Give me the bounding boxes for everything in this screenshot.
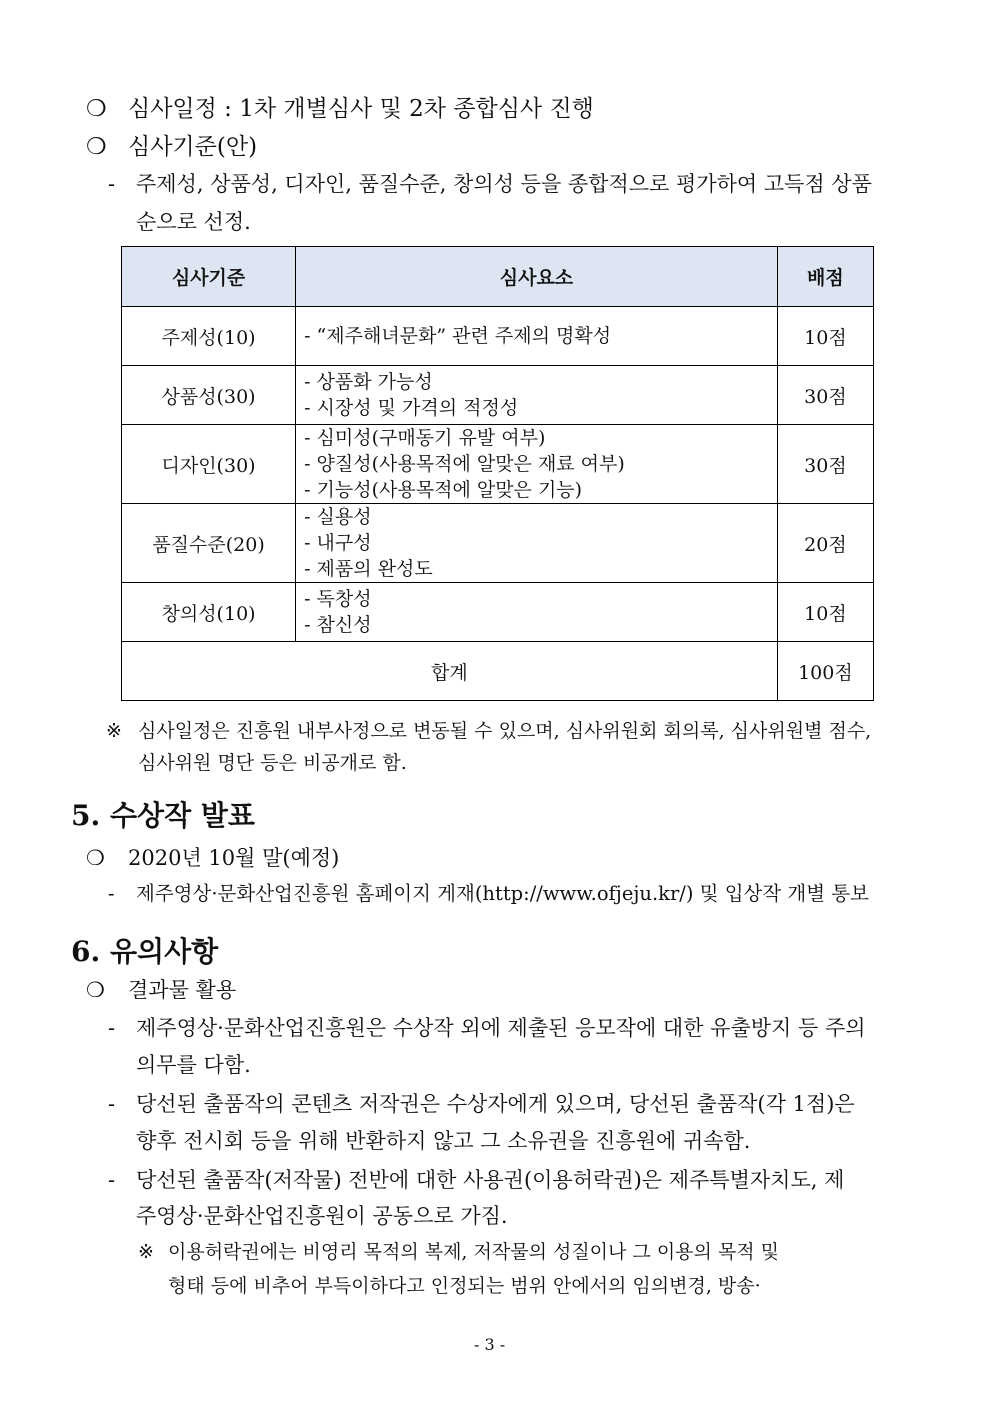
dash-bullet: - — [108, 172, 116, 196]
row-element: - 참신성 — [304, 614, 372, 636]
section5-title: 5. 수상작 발표 — [71, 799, 255, 832]
criteria-desc-2: 순으로 선정. — [136, 210, 251, 234]
section5-date: 2020년 10월 말(예정) — [128, 846, 340, 870]
header-score: 배점 — [777, 247, 873, 307]
table-row — [122, 583, 874, 642]
row-element: - 상품화 가능성 — [304, 371, 433, 393]
row-element: - 기능성(사용목적에 알맞은 기능) — [304, 479, 583, 501]
table-header-row — [122, 247, 874, 307]
review-note-1: 심사일정은 진흥원 내부사정으로 변동될 수 있으며, 심사위원회 회의록, 심사위원별 점수, — [138, 720, 872, 742]
section6-item2-a: 당선된 출품작의 콘텐츠 저작권은 수상자에게 있으며, 당선된 출품작(각 1점)은 — [136, 1092, 855, 1116]
row-element: - 시장성 및 가격의 적정성 — [304, 397, 519, 419]
row-element: - 실용성 — [304, 506, 372, 528]
table-row — [122, 307, 874, 366]
reference-mark-icon: ※ — [138, 1241, 154, 1263]
section6-item3-a: 당선된 출품작(저작물) 전반에 대한 사용권(이용허락권)은 제주특별자치도, 제 — [136, 1168, 845, 1192]
section6-note-b: 형태 등에 비추어 부득이하다고 인정되는 범위 안에서의 임의변경, 방송· — [168, 1275, 761, 1297]
circle-bullet-icon: ❍ — [86, 978, 105, 1002]
section5-detail-line — [108, 878, 869, 906]
header-elements: 심사요소 — [296, 247, 778, 307]
row-elements — [296, 307, 778, 366]
page-number: - 3 - — [474, 1335, 506, 1354]
review-note-2: 심사위원 명단 등은 비공개로 함. — [138, 752, 407, 774]
section5-date-line — [86, 842, 339, 872]
row-element: - 양질성(사용목적에 알맞은 재료 여부) — [304, 453, 625, 475]
row-score: 20점 — [777, 504, 873, 583]
table-row — [122, 366, 874, 425]
row-element: - 심미성(구매동기 유발 여부) — [304, 427, 546, 449]
dash-bullet: - — [108, 1016, 116, 1040]
total-label: 합계 — [122, 642, 778, 701]
circle-bullet-icon: ❍ — [86, 846, 105, 870]
section6-item1-a: 제주영상·문화산업진흥원은 수상작 외에 제출된 응모작에 대한 유출방지 등 주의 — [136, 1016, 866, 1040]
review-note-line — [106, 716, 871, 743]
row-elements — [296, 366, 778, 425]
row-criterion: 창의성(10) — [122, 583, 296, 642]
section6-note-line — [138, 1237, 779, 1264]
row-elements — [296, 583, 778, 642]
header-criterion: 심사기준 — [122, 247, 296, 307]
section6-item2-line — [108, 1088, 855, 1118]
row-score: 30점 — [777, 425, 873, 504]
row-score: 10점 — [777, 307, 873, 366]
table-row — [122, 504, 874, 583]
row-score: 30점 — [777, 366, 873, 425]
row-criterion: 품질수준(20) — [122, 504, 296, 583]
row-element: - 제품의 완성도 — [304, 558, 433, 580]
section6-sub: 결과물 활용 — [128, 978, 237, 1002]
total-score: 100점 — [777, 642, 873, 701]
row-element: - “제주해녀문화” 관련 주제의 명확성 — [304, 325, 612, 347]
criteria-desc-line — [108, 168, 872, 198]
criteria-heading-line — [86, 128, 257, 161]
section6-item3-b: 주영상·문화산업진흥원이 공동으로 가짐. — [136, 1204, 508, 1228]
section6-item1-b: 의무를 다함. — [136, 1053, 251, 1077]
schedule-text: 심사일정 : 1차 개별심사 및 2차 종합심사 진행 — [128, 96, 594, 122]
row-element: - 독창성 — [304, 588, 372, 610]
section6-item3-line — [108, 1164, 844, 1194]
dash-bullet: - — [108, 1168, 116, 1192]
table-total-row — [122, 642, 874, 701]
section6-sub-line — [86, 974, 236, 1004]
circle-bullet-icon: ❍ — [86, 96, 107, 122]
table-row — [122, 425, 874, 504]
row-elements — [296, 425, 778, 504]
reference-mark-icon: ※ — [106, 720, 122, 742]
section6-note-a: 이용허락권에는 비영리 목적의 복제, 저작물의 성질이나 그 이용의 목적 및 — [168, 1241, 780, 1263]
schedule-line — [86, 90, 594, 123]
criteria-table — [121, 246, 874, 701]
section6-title: 6. 유의사항 — [71, 935, 219, 968]
section5-detail: 제주영상·문화산업진흥원 홈페이지 게재(http://www.ofjeju.kr/) 및 입상작 개별 통보 — [136, 882, 869, 905]
circle-bullet-icon: ❍ — [86, 134, 107, 160]
row-elements — [296, 504, 778, 583]
section6-item2-b: 향후 전시회 등을 위해 반환하지 않고 그 소유권을 진흥원에 귀속함. — [136, 1129, 751, 1153]
dash-bullet: - — [108, 882, 115, 905]
criteria-desc-1: 주제성, 상품성, 디자인, 품질수준, 창의성 등을 종합적으로 평가하여 고득점 상품 — [136, 172, 872, 196]
section6-item1-line — [108, 1012, 866, 1042]
criteria-heading: 심사기준(안) — [128, 134, 258, 160]
row-score: 10점 — [777, 583, 873, 642]
row-element: - 내구성 — [304, 532, 372, 554]
row-criterion: 디자인(30) — [122, 425, 296, 504]
row-criterion: 주제성(10) — [122, 307, 296, 366]
dash-bullet: - — [108, 1092, 116, 1116]
row-criterion: 상품성(30) — [122, 366, 296, 425]
